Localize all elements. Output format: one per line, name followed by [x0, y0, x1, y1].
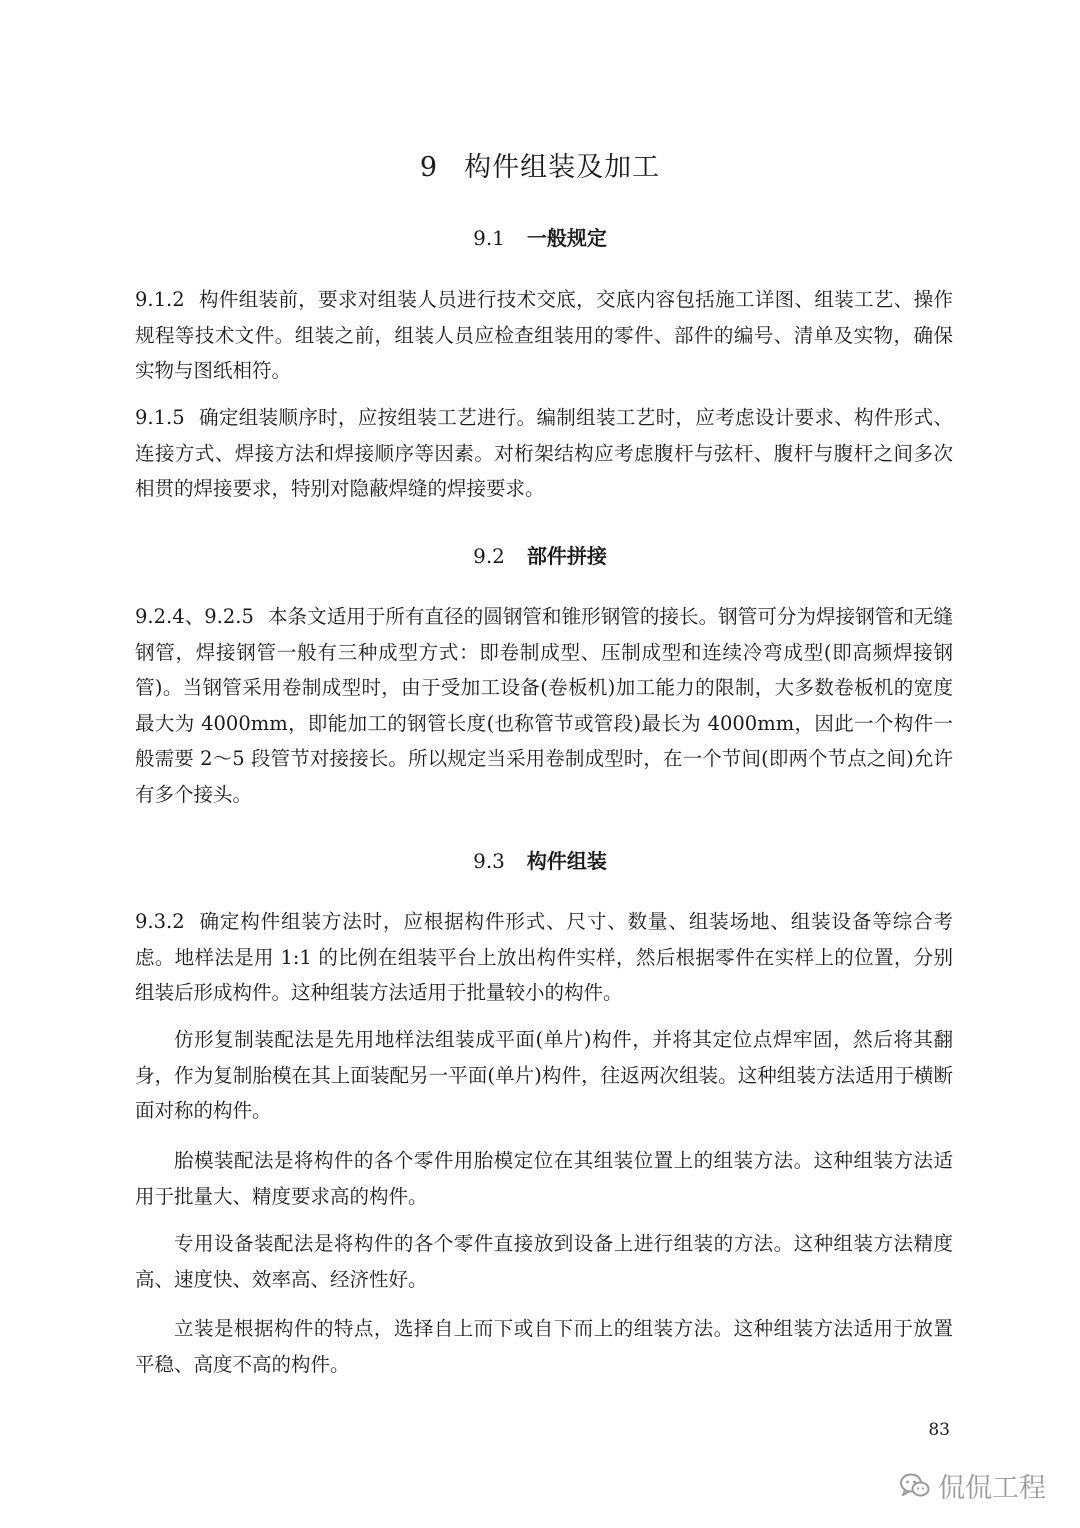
paragraph-special-equipment-assembly — [135, 1226, 953, 1297]
paragraph-text: 专用设备装配法是将构件的各个零件直接放到设备上进行组装的方法。这种组装方法精度高、速度快、效率高、经济性好。 — [135, 1232, 953, 1291]
section-number: 9.1 — [473, 226, 505, 250]
clause-9-2-4-9-2-5 — [135, 599, 953, 812]
clause-9-1-5 — [135, 400, 953, 507]
section-title-9-3 — [0, 845, 1080, 874]
section-number: 9.3 — [473, 849, 505, 873]
clause-9-3-2 — [135, 904, 953, 1011]
wechat-icon — [900, 1473, 930, 1499]
watermark-text: 侃侃工程 — [938, 1473, 1046, 1504]
clause-number: 9.2.4、9.2.5 — [135, 605, 254, 628]
section-title-text: 构件组装 — [526, 849, 607, 873]
clause-text: 确定构件组装方法时，应根据构件形式、尺寸、数量、组装场地、组装设备等综合考虑。地样法是用 1:1 的比例在组装平台上放出构件实样，然后根据零件在实样上的位置，分别组装后形成构件。这种组装方法适用于批量较小的构件。 — [135, 910, 953, 1004]
section-title-9-1 — [0, 222, 1080, 251]
section-title-text: 一般规定 — [526, 226, 607, 250]
chapter-title — [0, 145, 1080, 184]
section-number: 9.2 — [473, 544, 505, 568]
paragraph-text: 仿形复制装配法是先用地样法组装成平面(单片)构件，并将其定位点焊牢固，然后将其翻身，作为复制胎模在其上面装配另一平面(单片)构件，往返两次组装。这种组装方法适用于横断面对称的构件。 — [135, 1028, 953, 1122]
clause-text: 确定组装顺序时，应按组装工艺进行。编制组装工艺时，应考虑设计要求、构件形式、连接方式、焊接方法和焊接顺序等因素。对桁架结构应考虑腹杆与弦杆、腹杆与腹杆之间多次相贯的焊接要求，特别对隐蔽焊缝的焊接要求。 — [135, 406, 953, 500]
paragraph-text: 立装是根据构件的特点，选择自上而下或自下而上的组装方法。这种组装方法适用于放置平稳、高度不高的构件。 — [135, 1317, 953, 1376]
section-title-text: 部件拼接 — [526, 544, 607, 568]
page-number: 83 — [928, 1420, 950, 1440]
paragraph-text: 胎模装配法是将构件的各个零件用胎模定位在其组装位置上的组装方法。这种组装方法适用于批量大、精度要求高的构件。 — [135, 1149, 953, 1208]
clause-number: 9.3.2 — [135, 910, 185, 933]
clause-9-1-2 — [135, 282, 953, 389]
chapter-title-text: 构件组装及加工 — [464, 152, 661, 183]
watermark — [900, 1466, 1046, 1505]
clause-number: 9.1.2 — [135, 288, 185, 311]
clause-text: 本条文适用于所有直径的圆钢管和锥形钢管的接长。钢管可分为焊接钢管和无缝钢管，焊接钢管一般有三种成型方式：即卷制成型、压制成型和连续冷弯成型(即高频焊接钢管)。当钢管采用卷制成型时，由于受加工设备(卷板机)加工能力的限制，大多数卷板机的宽度最大为 4000mm，即能加工的钢管长度(也称管节或管段)最长为 4000mm，因此一个构件一般需要 2～5 段管节对接接长。所以规定当采用卷制成型时，在一个节间(即两个节点之间)允许有多个接头。 — [135, 605, 953, 806]
paragraph-vertical-assembly — [135, 1311, 953, 1382]
chapter-number: 9 — [419, 152, 439, 183]
paragraph-mould-assembly — [135, 1143, 953, 1214]
paragraph-profile-copy-assembly — [135, 1022, 953, 1129]
clause-number: 9.1.5 — [135, 406, 185, 429]
clause-text: 构件组装前，要求对组装人员进行技术交底，交底内容包括施工详图、组装工艺、操作规程等技术文件。组装之前，组装人员应检查组装用的零件、部件的编号、清单及实物，确保实物与图纸相符。 — [135, 288, 953, 382]
section-title-9-2 — [0, 540, 1080, 569]
